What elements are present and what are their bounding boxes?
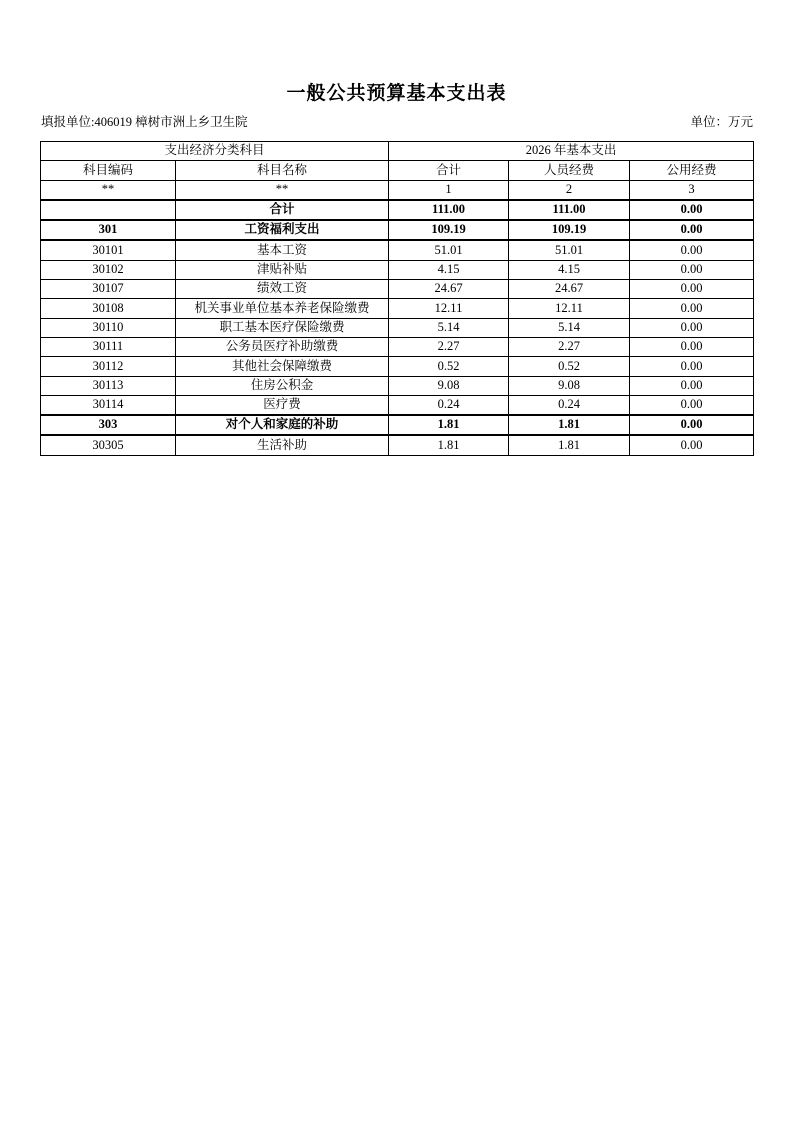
cell-personnel-fund: 109.19 bbox=[509, 220, 630, 240]
cell-subject-name: 津贴补贴 bbox=[176, 260, 389, 279]
group-header-basic-expenditure: 2026 年基本支出 bbox=[389, 142, 754, 161]
index-cell: 1 bbox=[389, 180, 509, 200]
cell-subject-name: 其他社会保障缴费 bbox=[176, 357, 389, 376]
cell-total: 51.01 bbox=[389, 240, 509, 260]
cell-subject-name: 机关事业单位基本养老保险缴费 bbox=[176, 299, 389, 318]
group-header-economic-classification: 支出经济分类科目 bbox=[41, 142, 389, 161]
cell-personnel-fund: 12.11 bbox=[509, 299, 630, 318]
cell-subject-name: 生活补助 bbox=[176, 435, 389, 455]
cell-personnel-fund: 2.27 bbox=[509, 337, 630, 356]
cell-total: 24.67 bbox=[389, 280, 509, 299]
cell-total: 2.27 bbox=[389, 337, 509, 356]
cell-subject-name: 医疗费 bbox=[176, 395, 389, 415]
cell-subject-code: 30111 bbox=[41, 337, 176, 356]
cell-total: 4.15 bbox=[389, 260, 509, 279]
cell-public-fund: 0.00 bbox=[630, 318, 754, 337]
table-row bbox=[41, 280, 754, 299]
cell-total: 111.00 bbox=[389, 200, 509, 220]
table-row bbox=[41, 376, 754, 395]
cell-public-fund: 0.00 bbox=[630, 376, 754, 395]
cell-subject-code: 30305 bbox=[41, 435, 176, 455]
table-row bbox=[41, 318, 754, 337]
cell-subject-code: 30101 bbox=[41, 240, 176, 260]
currency-unit-label: 单位：万元 bbox=[690, 115, 753, 129]
cell-personnel-fund: 4.15 bbox=[509, 260, 630, 279]
cell-total: 0.52 bbox=[389, 357, 509, 376]
group-header-row bbox=[41, 142, 754, 161]
cell-public-fund: 0.00 bbox=[630, 337, 754, 356]
cell-total: 109.19 bbox=[389, 220, 509, 240]
cell-total: 9.08 bbox=[389, 376, 509, 395]
cell-subject-code: 30110 bbox=[41, 318, 176, 337]
table-row bbox=[41, 299, 754, 318]
cell-personnel-fund: 51.01 bbox=[509, 240, 630, 260]
cell-subject-code: 301 bbox=[41, 220, 176, 240]
table-row bbox=[41, 220, 754, 240]
cell-subject-name: 合计 bbox=[176, 200, 389, 220]
table-row bbox=[41, 200, 754, 220]
cell-total: 1.81 bbox=[389, 415, 509, 435]
cell-subject-code: 303 bbox=[41, 415, 176, 435]
cell-public-fund: 0.00 bbox=[630, 200, 754, 220]
table-row bbox=[41, 357, 754, 376]
cell-personnel-fund: 0.52 bbox=[509, 357, 630, 376]
cell-subject-code: 30113 bbox=[41, 376, 176, 395]
col-header-subject-code: 科目编码 bbox=[41, 161, 176, 180]
cell-subject-name: 基本工资 bbox=[176, 240, 389, 260]
col-header-personnel-fund: 人员经费 bbox=[509, 161, 630, 180]
filer-unit-label: 填报单位:406019 樟树市洲上乡卫生院 bbox=[41, 115, 248, 129]
page-title: 一般公共预算基本支出表 bbox=[286, 83, 507, 104]
cell-subject-name: 对个人和家庭的补助 bbox=[176, 415, 389, 435]
cell-subject-name: 职工基本医疗保险缴费 bbox=[176, 318, 389, 337]
cell-public-fund: 0.00 bbox=[630, 435, 754, 455]
cell-personnel-fund: 111.00 bbox=[509, 200, 630, 220]
cell-personnel-fund: 1.81 bbox=[509, 415, 630, 435]
cell-total: 5.14 bbox=[389, 318, 509, 337]
meta-row bbox=[41, 112, 753, 130]
cell-total: 12.11 bbox=[389, 299, 509, 318]
col-header-public-fund: 公用经费 bbox=[630, 161, 754, 180]
cell-subject-name: 工资福利支出 bbox=[176, 220, 389, 240]
column-header-row bbox=[41, 161, 754, 180]
cell-public-fund: 0.00 bbox=[630, 299, 754, 318]
index-cell: 3 bbox=[630, 180, 754, 200]
cell-subject-code: 30112 bbox=[41, 357, 176, 376]
table-row bbox=[41, 415, 754, 435]
cell-public-fund: 0.00 bbox=[630, 240, 754, 260]
cell-public-fund: 0.00 bbox=[630, 220, 754, 240]
cell-personnel-fund: 24.67 bbox=[509, 280, 630, 299]
cell-total: 0.24 bbox=[389, 395, 509, 415]
cell-subject-name: 绩效工资 bbox=[176, 280, 389, 299]
cell-subject-name: 住房公积金 bbox=[176, 376, 389, 395]
col-header-subject-name: 科目名称 bbox=[176, 161, 389, 180]
expenditure-table bbox=[40, 141, 754, 456]
cell-public-fund: 0.00 bbox=[630, 415, 754, 435]
index-cell: ** bbox=[176, 180, 389, 200]
cell-public-fund: 0.00 bbox=[630, 395, 754, 415]
cell-personnel-fund: 1.81 bbox=[509, 435, 630, 455]
cell-subject-code: 30108 bbox=[41, 299, 176, 318]
table-row bbox=[41, 337, 754, 356]
cell-personnel-fund: 5.14 bbox=[509, 318, 630, 337]
cell-subject-code: 30102 bbox=[41, 260, 176, 279]
col-header-total: 合计 bbox=[389, 161, 509, 180]
cell-subject-code: 30114 bbox=[41, 395, 176, 415]
table-row bbox=[41, 240, 754, 260]
index-row bbox=[41, 180, 754, 200]
cell-total: 1.81 bbox=[389, 435, 509, 455]
table-row bbox=[41, 435, 754, 455]
cell-personnel-fund: 9.08 bbox=[509, 376, 630, 395]
table-row bbox=[41, 260, 754, 279]
index-cell: 2 bbox=[509, 180, 630, 200]
cell-personnel-fund: 0.24 bbox=[509, 395, 630, 415]
table-row bbox=[41, 395, 754, 415]
cell-subject-name: 公务员医疗补助缴费 bbox=[176, 337, 389, 356]
cell-subject-code bbox=[41, 200, 176, 220]
cell-public-fund: 0.00 bbox=[630, 260, 754, 279]
cell-subject-code: 30107 bbox=[41, 280, 176, 299]
index-cell: ** bbox=[41, 180, 176, 200]
cell-public-fund: 0.00 bbox=[630, 280, 754, 299]
cell-public-fund: 0.00 bbox=[630, 357, 754, 376]
